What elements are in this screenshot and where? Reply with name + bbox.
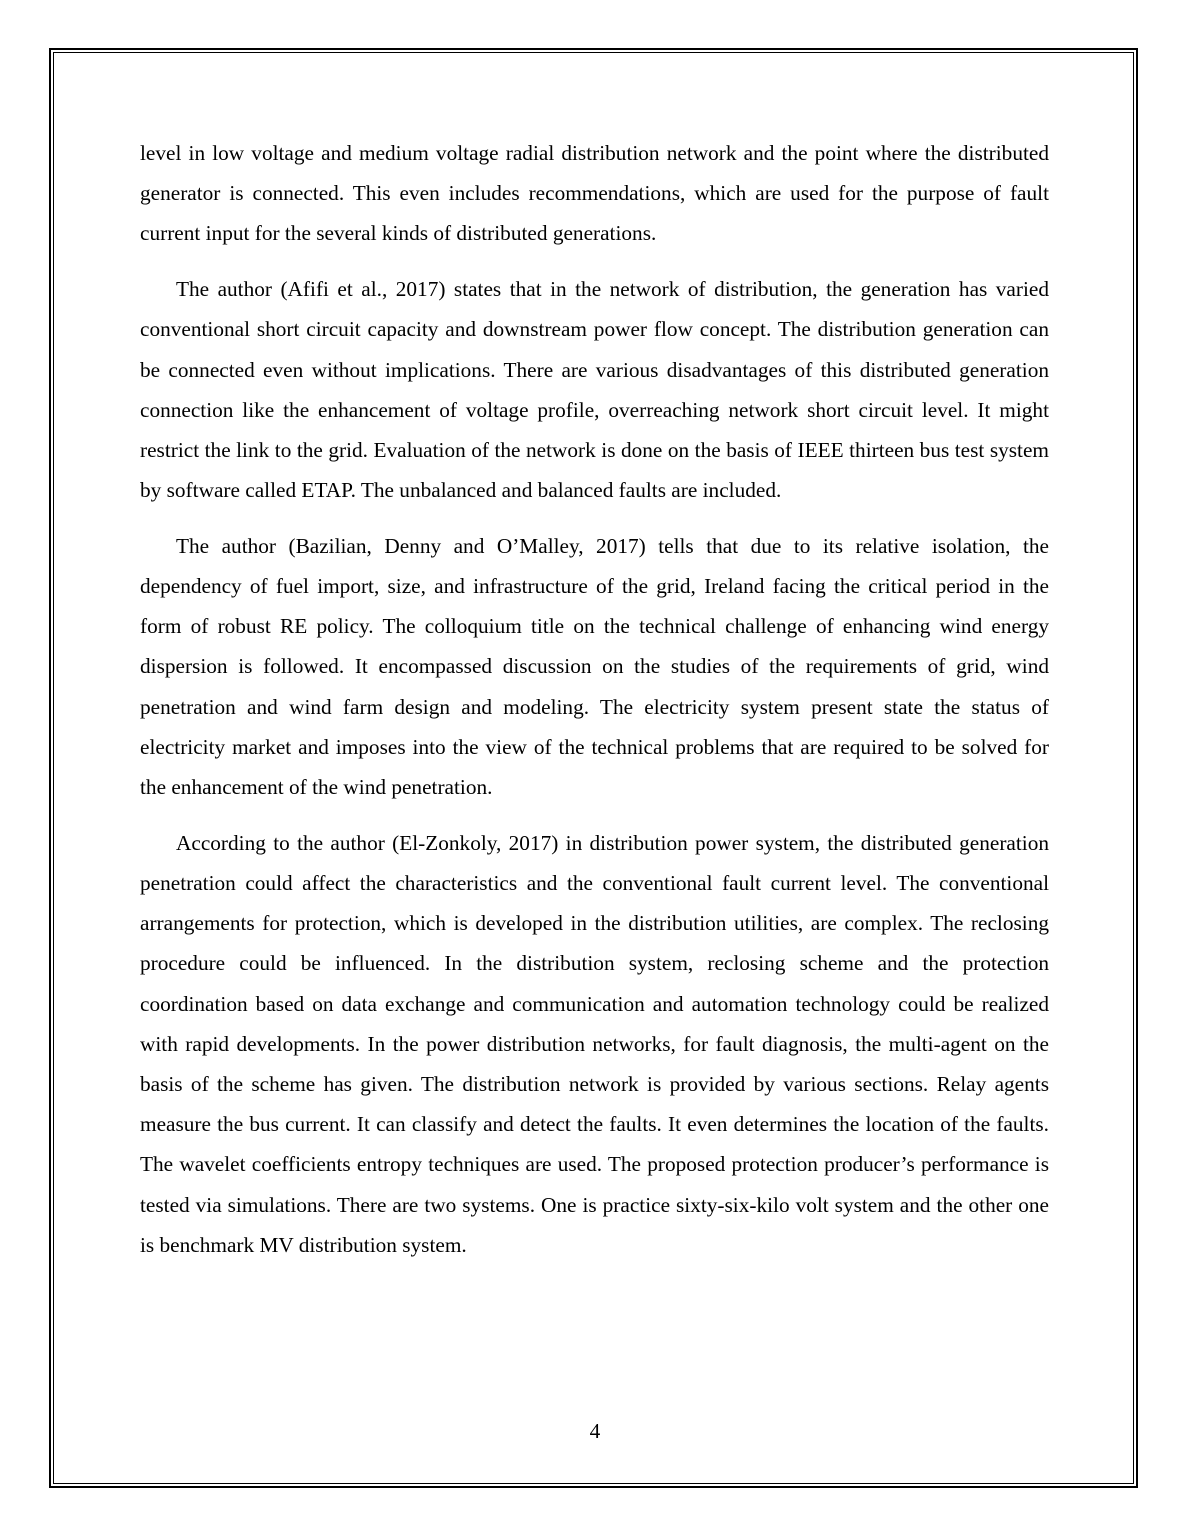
paragraph-el-zonkoly: According to the author (El-Zonkoly, 2017) in distribution power system, the distributed generation penetration could affect the characteristics and the conventional fault current level. The conventional arrangements for protection, which is developed in the distribution utilities, are complex. The reclosing procedure could be influenced. In the distribution system, reclosing scheme and the protection coordination based on data exchange and communication and automation technology could be realized with rapid developments. In the power distribution networks, for fault diagnosis, the multi-agent on the basis of the scheme has given. The distribution network is provided by various sections. Relay agents measure the bus current. It can classify and detect the faults. It even determines the location of the faults. The wavelet coefficients entropy techniques are used. The proposed protection producer’s performance is tested via simulations. There are two systems. One is practice sixty-six-kilo volt system and the other one is benchmark MV distribution system. (140, 830, 1049, 1257)
page-number: 4 (589, 1419, 601, 1443)
paragraph-continuation: level in low voltage and medium voltage radial distribution network and the point where the distributed generator is connected. This even includes recommendations, which are used for the purpose of fault current input for the several kinds of distributed generations. (140, 141, 1049, 246)
document-body (140, 133, 1049, 1280)
paragraph-bazilian: The author (Bazilian, Denny and O’Malley, 2017) tells that due to its relative isolation, the dependency of fuel import, size, and infrastructure of the grid, Ireland facing the critical period in the form of robust RE policy. The colloquium title on the technical challenge of enhancing wind energy dispersion is followed. It encompassed discussion on the studies of the requirements of grid, wind penetration and wind farm design and modeling. The electricity system present state the status of electricity market and imposes into the view of the technical problems that are required to be solved for the enhancement of the wind penetration. (140, 533, 1049, 800)
paragraph-afifi: The author (Afifi et al., 2017) states that in the network of distribution, the generation has varied conventional short circuit capacity and downstream power flow concept. The distribution generation can be connected even without implications. There are various disadvantages of this distributed generation connection like the enhancement of voltage profile, overreaching network short circuit level. It might restrict the link to the grid. Evaluation of the network is done on the basis of IEEE thirteen bus test system by software called ETAP. The unbalanced and balanced faults are included. (140, 277, 1049, 503)
